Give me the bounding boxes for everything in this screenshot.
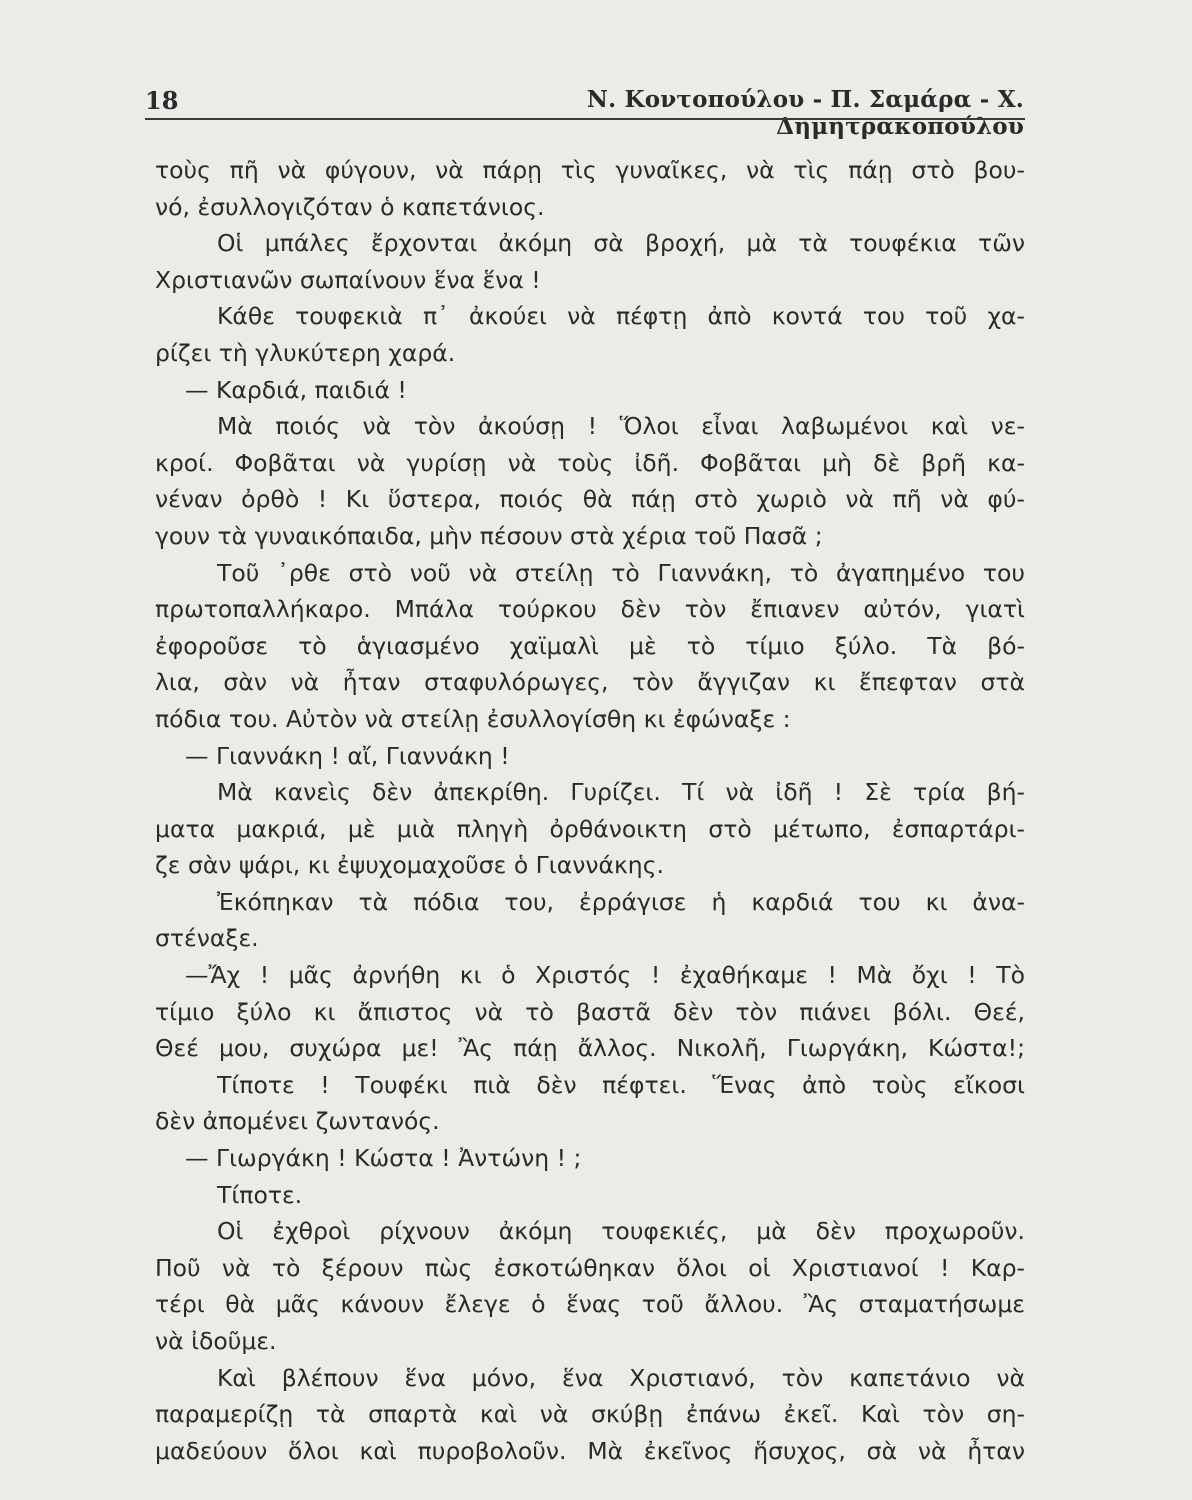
- text-line: γουν τὰ γυναικόπαιδα, μὴν πέσουν στὰ χέρια τοῦ Πασᾶ ;: [155, 521, 823, 550]
- text-line: κροί. Φοβᾶται νὰ γυρίσῃ νὰ τοὺς ἰδῆ. Φοβᾶται μὴ δὲ βρῆ κα-: [155, 448, 1025, 477]
- text-line: Μὰ ποιός νὰ τὸν ἀκούσῃ ! Ὅλοι εἶναι λαβωμένοι καὶ νε-: [217, 412, 1025, 441]
- text-line: Τίποτε ! Τουφέκι πιὰ δὲν πέφτει. Ἕνας ἀπὸ τοὺς εἴκοσι: [217, 1070, 1025, 1099]
- running-header: Ν. Κοντοπούλου - Π. Σαμάρα - Χ. Δημητρακοπούλου: [586, 86, 1024, 140]
- text-line: παραμερίζῃ τὰ σπαρτὰ καὶ νὰ σκύβῃ ἐπάνω ἐκεῖ. Καὶ τὸν ση-: [155, 1400, 1025, 1429]
- text-line: — Καρδιά, παιδιά !: [185, 375, 407, 404]
- text-line: Οἱ μπάλες ἔρχονται ἀκόμη σὰ βροχή, μὰ τὰ τουφέκια τῶν: [217, 229, 1025, 258]
- text-line: —Ἄχ ! μᾶς ἀρνήθη κι ὁ Χριστός ! ἐχαθήκαμε ! Μὰ ὄχι ! Τὸ: [185, 961, 1025, 990]
- text-line: Θεέ μου, συχώρα με! Ἂς πάῃ ἄλλος. Νικολῆ, Γιωργάκη, Κώστα!;: [155, 1034, 1025, 1063]
- text-line: ζε σὰν ψάρι, κι ἐψυχομαχοῦσε ὁ Γιαννάκης.: [155, 851, 664, 880]
- text-line: νὰ ἰδοῦμε.: [155, 1327, 277, 1355]
- text-line: Τίποτε.: [217, 1180, 303, 1209]
- text-line: μαδεύουν ὅλοι καὶ πυροβολοῦν. Μὰ ἐκεῖνος ἥσυχος, σὰ νὰ ἦταν: [155, 1436, 1025, 1465]
- page-number: 18: [145, 86, 179, 115]
- text-line: Κάθε τουφεκιὰ π᾽ ἀκούει νὰ πέφτῃ ἀπὸ κοντά του τοῦ χα-: [217, 302, 1025, 331]
- text-line: Τοῦ ᾽ρθε στὸ νοῦ νὰ στείλῃ τὸ Γιαννάκη, τὸ ἀγαπημένο του: [217, 558, 1025, 587]
- text-line: Χριστιανῶν σωπαίνουν ἕνα ἕνα !: [155, 265, 541, 294]
- text-line: ματα μακριά, μὲ μιὰ πληγὴ ὀρθάνοικτη στὸ μέτωπο, ἐσπαρτάρι-: [155, 814, 1025, 843]
- text-line: Οἱ ἐχθροὶ ρίχνουν ἀκόμη τουφεκιές, μὰ δὲν προχωροῦν.: [217, 1217, 1025, 1246]
- text-line: δὲν ἀπομένει ζωντανός.: [155, 1107, 440, 1136]
- header-rule: [145, 118, 1025, 120]
- text-line: ἐφοροῦσε τὸ ἁγιασμένο χαϊμαλὶ μὲ τὸ τίμιο ξύλο. Τὰ βό-: [155, 631, 1025, 660]
- text-line: λια, σὰν νὰ ἦταν σταφυλόρωγες, τὸν ἄγγιζαν κι ἔπεφταν στὰ: [155, 668, 1025, 697]
- text-line: Μὰ κανεὶς δὲν ἀπεκρίθη. Γυρίζει. Τί νὰ ἰδῆ ! Σὲ τρία βή-: [217, 778, 1025, 807]
- text-line: πρωτοπαλλήκαρο. Μπάλα τούρκου δὲν τὸν ἔπιανεν αὐτόν, γιατὶ: [155, 595, 1025, 624]
- text-line: τοὺς πῆ νὰ φύγουν, νὰ πάρῃ τὶς γυναῖκες, νὰ τὶς πάῃ στὸ βου-: [155, 156, 1025, 184]
- text-line: στέναξε.: [155, 924, 259, 953]
- text-line: — Γιωργάκη ! Κώστα ! Ἀντώνη ! ;: [185, 1144, 582, 1173]
- text-line: Καὶ βλέπουν ἕνα μόνο, ἕνα Χριστιανό, τὸν καπετάνιο νὰ: [217, 1363, 1025, 1392]
- text-line: τέρι θὰ μᾶς κάνουν ἔλεγε ὁ ἕνας τοῦ ἄλλου. Ἂς σταματήσωμε: [155, 1290, 1025, 1319]
- text-line: — Γιαννάκη ! αἴ, Γιαννάκη !: [185, 741, 510, 770]
- text-line: Ἐκόπηκαν τὰ πόδια του, ἐρράγισε ἡ καρδιά του κι ἀνα-: [217, 887, 1025, 916]
- text-line: πόδια του. Αὐτὸν νὰ στείλῃ ἐσυλλογίσθη κι ἐφώναξε :: [155, 704, 791, 733]
- text-line: Ποῦ νὰ τὸ ξέρουν πὼς ἐσκοτώθηκαν ὅλοι οἱ Χριστιανοί ! Καρ-: [155, 1253, 1025, 1282]
- text-line: νέναν ὀρθὸ ! Κι ὕστερα, ποιός θὰ πάῃ στὸ χωριὸ νὰ πῆ νὰ φύ-: [155, 485, 1025, 514]
- text-line: τίμιο ξύλο κι ἄπιστος νὰ τὸ βαστᾶ δὲν τὸν πιάνει βόλι. Θεέ,: [155, 997, 1025, 1026]
- text-line: ρίζει τὴ γλυκύτερη χαρά.: [155, 338, 456, 367]
- text-line: νό, ἐσυλλογιζόταν ὁ καπετάνιος.: [155, 192, 545, 221]
- body-text: [155, 152, 1025, 1469]
